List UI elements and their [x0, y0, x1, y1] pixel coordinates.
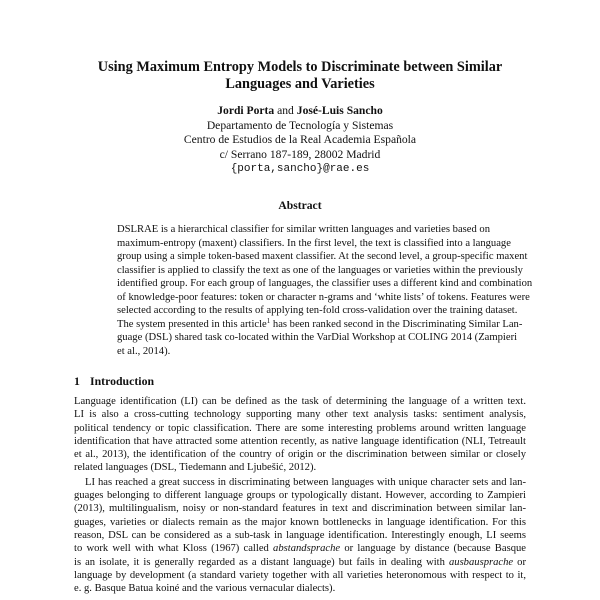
author-2: José-Luis Sancho [296, 104, 383, 117]
section-title: Introduction [90, 374, 155, 388]
body-line: related languages (DSL, Tiedemann and Ljubešić, 2012). [74, 462, 317, 474]
author-1: Jordi Porta [217, 104, 275, 117]
author-institution: Centro de Estudios de la Real Academia Española [183, 133, 417, 146]
abstract-line-text: has been ranked second in the Discriminating Similar Lan- [270, 318, 523, 330]
author-department: Departamento de Tecnología y Sistemas [206, 118, 394, 132]
abstract-line: identified group. For each group of languages, the classifier uses a different kind and combination [117, 278, 533, 289]
body-line: reason, DSL can be considered as a sub-task in language identification. Interestingly enough, LI seems [74, 529, 526, 541]
author-address: c/ Serrano 187-189, 28002 Madrid [219, 147, 381, 161]
footnote-marker[interactable]: 1 [266, 316, 271, 325]
body-line-text: to work well with what Kloss (1967) called [74, 543, 274, 555]
author-block [100, 104, 500, 177]
author-conjunction: and [274, 104, 297, 117]
body-line: et al., 2013), the identification of the country of origin or the discrimination between similar or closely [74, 449, 526, 461]
body-line [74, 542, 526, 555]
abstract-line: DSLRAE is a hierarchical classifier for similar written languages and varieties based on [117, 224, 491, 235]
section-heading-introduction [74, 374, 154, 388]
abstract-line: classifier is applied to classify the text as one of the languages or varieties within the previously [117, 264, 523, 276]
body-line: (2013), multilingualism, noisy or non-standard features in text and discrimination between similar lan- [74, 503, 526, 515]
abstract-line-text: The system presented in this article [117, 318, 267, 330]
title-line-2: Languages and Varieties [225, 76, 375, 92]
body-line: political tendency or topic classification. There are some interesting problems around written language [74, 422, 526, 434]
body-line: guages, varieties or dialects remain as the major known bottlenecks in language identification. For this [74, 516, 526, 528]
body-line-text: or language by distance (because Basque [340, 543, 526, 555]
abstract-line: guage (DSL) shared task co-located within the VarDial Workshop at COLING 2014 (Zampieri [117, 332, 518, 343]
body-line: LI is also a cross-cutting technology supporting many other text analysis tasks: sentiment analysis, [74, 409, 526, 421]
section-number: 1 [74, 374, 80, 388]
abstract-body [117, 223, 533, 358]
abstract-line: maximum-entropy (maxent) classifiers. In the first level, the text is classified into a language [117, 237, 511, 249]
title-line-1: Using Maximum Entropy Models to Discriminate between Similar [97, 59, 503, 75]
emphasis-term: abstandsprache [273, 543, 341, 555]
abstract-line: of knowledge-poor features: token or character n-grams and ‘white lists’ of tokens. Features were [117, 291, 530, 303]
abstract-line: selected according to the results of applying ten-fold cross-validation over the training dataset. [117, 305, 518, 316]
abstract-line: group using a simple token-based maxent classifier. At the second level, a group-specific maxent [117, 251, 528, 262]
body-line: e. g. Basque Batua koiné and the various vernacular dialects). [74, 583, 336, 595]
body-line: LI has reached a great success in discriminating between languages with unique character sets and lan- [85, 476, 526, 488]
paper-title [60, 59, 540, 93]
body-line-text: is an isolate, it is generally regarded as a distant language) but fails in dealing with [74, 556, 449, 568]
body-line: Language identification (LI) can be defined as the task of determining the language of a written text. [74, 396, 526, 407]
emphasis-term: ausbausprache [448, 556, 514, 568]
body-line: language by development (a standard variety together with all varieties heteronomous with respect to it, [74, 569, 526, 581]
author-email: {porta,sancho}@rae.es [230, 163, 370, 175]
body-line [74, 556, 526, 569]
body-line-text: or [513, 556, 526, 568]
abstract-line [117, 316, 523, 332]
abstract-heading: Abstract [278, 199, 322, 212]
author-names [100, 104, 500, 119]
body-line: identification that have attracted some attention recently, as native language identification (NLI, Tetreault [74, 435, 526, 447]
abstract-line: et al., 2014). [117, 345, 171, 357]
introduction-body [74, 395, 526, 595]
body-line: guages belonging to different language groups or typologically distant. However, according to Zampieri [74, 490, 526, 502]
